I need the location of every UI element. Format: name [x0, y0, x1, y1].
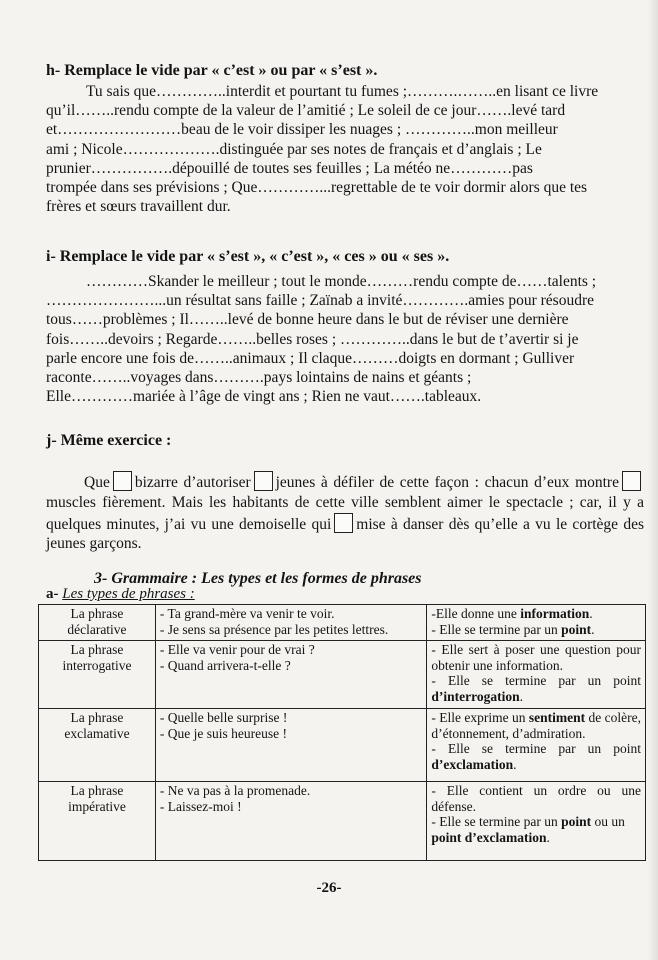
description-cell	[427, 709, 646, 782]
desc-keyword: d’interrogation	[431, 688, 520, 704]
description-line	[431, 606, 641, 622]
desc-text: ou un	[591, 814, 625, 830]
description-line	[431, 710, 641, 741]
type-label: La phrase	[70, 710, 124, 725]
type-label: déclarative	[67, 621, 127, 637]
example-sentence: - Je sens sa présence par les petites lettres.	[159, 621, 389, 637]
table-row	[39, 782, 646, 861]
answer-box[interactable]	[254, 471, 273, 491]
section-j-text-3: jeunes à défiler de cette façon : chacun d’eux montre	[275, 474, 619, 491]
section-h-line: trompée dans ses prévisions ; Que…………...regrettable de te voir dormir alors que tes	[46, 179, 588, 197]
section-h-line: frères et sœurs travaillent dur.	[46, 198, 231, 216]
section-h-line: ami ; Nicole……………….distinguée par ses notes de français et d’anglais ; Le	[46, 140, 542, 158]
section-h-line: et……………………beau de le voir dissiper les nuages ; …………..mon meilleur	[46, 121, 558, 139]
example-sentence: - Ne va pas à la promenade.	[159, 783, 311, 798]
section-i-line: Elle…………mariée à l’âge de vingt ans ; Rien ne vaut…….tableaux.	[46, 388, 482, 406]
desc-text: de colère, d’étonnement, d’admiration.	[431, 710, 641, 741]
desc-keyword: point	[561, 621, 592, 637]
section-i-line: raconte……..voyages dans……….pays lointains de nains et géants ;	[46, 369, 472, 387]
section-j-text-5: mise à danser dès qu’elle a vu le cortège des jeunes garçons.	[46, 515, 644, 553]
type-cell	[39, 641, 156, 709]
description-line	[431, 622, 641, 638]
section-h-line: prunier…………….dépouillé de toutes ses feuilles ; La météo ne…………pas	[46, 159, 533, 177]
table-row	[39, 641, 646, 709]
section-h-line: qu’il……..rendu compte de la valeur de l’amitié ; Le soleil de ce jour…….levé tard	[46, 102, 566, 120]
section-i-line: …………………...un résultat sans faille ; Zaïnab a invité………….amies pour résoudre	[46, 292, 594, 310]
section-j-text-4: muscles fièrement. Mais les habitants de cette ville semblent aimer le spectacle ; car, il y a quelques minutes, j’ai vu une demoiselle qui	[46, 493, 644, 533]
type-cell	[39, 605, 156, 641]
examples-cell	[155, 782, 426, 861]
section-j-title: j- Même exercice :	[46, 432, 172, 449]
desc-text: - Elle se termine par un point	[431, 673, 641, 689]
description-cell	[427, 605, 646, 641]
desc-text: - Elle exprime un	[431, 710, 529, 725]
answer-box[interactable]	[334, 513, 353, 533]
desc-text: - Elle se termine par un point	[431, 741, 641, 757]
examples-cell	[155, 605, 426, 641]
section-i-title: i- Remplace le vide par « s’est », « c’est », « ces » ou « ses ».	[46, 248, 450, 265]
example-sentence: - Quand arrivera-t-elle ?	[159, 657, 291, 673]
example-sentence: - Elle va venir pour de vrai ?	[159, 642, 315, 657]
section-h-title: h- Remplace le vide par « c’est » ou par « s’est ».	[46, 62, 378, 79]
description-cell	[427, 641, 646, 709]
subsection-a-prefix: a-	[46, 586, 59, 602]
desc-text: .	[591, 621, 595, 637]
type-label: La phrase	[70, 642, 124, 657]
section-i-text	[46, 272, 646, 406]
type-label: impérative	[68, 798, 126, 814]
table-row	[39, 709, 646, 782]
section-j-text	[46, 471, 644, 554]
table-row	[39, 605, 646, 641]
desc-text: .	[519, 688, 524, 704]
section-h-text	[46, 82, 646, 216]
section-i-line: tous……problèmes ; Il……..levé de bonne heure dans le but de réviser une dernière	[46, 311, 569, 329]
description-line	[431, 741, 641, 772]
desc-text: - Elle contient un ordre ou une défense.	[431, 783, 641, 814]
answer-box[interactable]	[113, 471, 132, 491]
desc-text: - Elle se termine par un	[431, 621, 562, 637]
page-number: -26-	[316, 880, 342, 896]
example-sentence: - Quelle belle surprise !	[159, 710, 288, 725]
subsection-a	[46, 586, 195, 603]
description-line	[431, 673, 641, 704]
desc-keyword: sentiment	[528, 710, 586, 725]
examples-cell	[155, 641, 426, 709]
desc-text: .	[546, 829, 550, 845]
description-line	[431, 830, 641, 846]
page-binding-shadow	[648, 0, 658, 960]
desc-text: -Elle donne une	[431, 606, 521, 621]
type-label: La phrase	[70, 783, 124, 798]
type-cell	[39, 782, 156, 861]
desc-keyword: d’exclamation	[431, 756, 514, 772]
desc-text: .	[513, 756, 517, 772]
type-label: interrogative	[62, 657, 132, 673]
section-i-line: parle encore une fois de……..animaux ; Il claque………doigts en dormant ; Gulliver	[46, 349, 575, 367]
desc-keyword: point	[561, 814, 592, 830]
type-label: exclamative	[64, 725, 130, 741]
section-h-line: Tu sais que…………..interdit et pourtant tu fumes ;……….……..en lisant ce livre	[86, 83, 599, 100]
section-i-line: fois……..devoirs ; Regarde……..belles roses ; …………..dans le but de t’avertir si je	[46, 330, 579, 348]
description-line	[431, 783, 641, 814]
sentence-types-table	[38, 604, 646, 861]
section-i-line: …………Skander le meilleur ; tout le monde………rendu compte de……talents ;	[86, 273, 597, 290]
examples-cell	[155, 709, 426, 782]
section-j-text-1: Que	[84, 474, 110, 491]
type-cell	[39, 709, 156, 782]
subsection-a-label: Les types de phrases :	[62, 586, 195, 602]
desc-text: - Elle se termine par un	[431, 814, 562, 830]
desc-text: .	[589, 606, 593, 621]
description-line	[431, 814, 641, 830]
type-label: La phrase	[70, 606, 124, 621]
example-sentence: - Ta grand-mère va venir te voir.	[159, 606, 335, 621]
description-cell	[427, 782, 646, 861]
section-j-text-2: bizarre d’autoriser	[134, 474, 251, 491]
desc-text: - Elle sert à poser une question pour obtenir une information.	[431, 642, 641, 673]
answer-box[interactable]	[622, 471, 641, 491]
desc-keyword: point d’exclamation	[431, 829, 547, 845]
example-sentence: - Laissez-moi !	[159, 798, 242, 814]
description-line	[431, 642, 641, 673]
grammar-title: 3- Grammaire : Les types et les formes de phrases	[94, 570, 422, 587]
example-sentence: - Que je suis heureuse !	[159, 725, 288, 741]
desc-keyword: information	[520, 606, 590, 621]
